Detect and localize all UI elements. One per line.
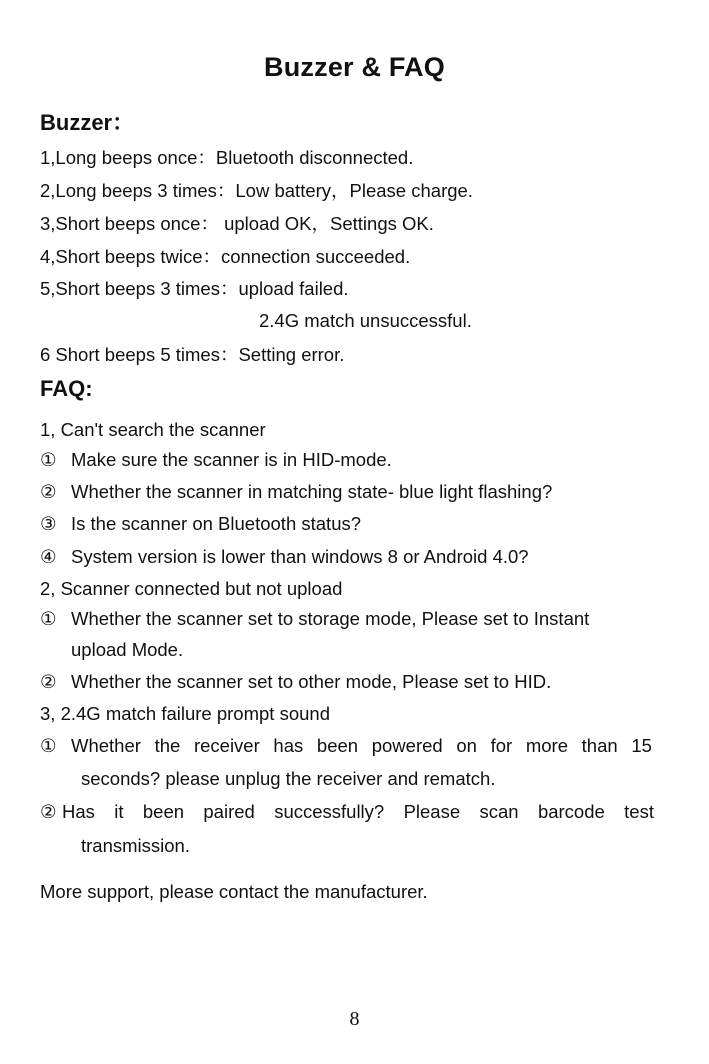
point-marker: ② [40, 481, 57, 502]
justified-word: 15 [631, 735, 652, 756]
justified-word: been [316, 735, 359, 756]
page-number: 8 [349, 1008, 360, 1030]
justified-word: powered [371, 735, 443, 756]
faq-point [40, 671, 551, 692]
point-text-justified [62, 801, 654, 822]
justified-word: than [581, 735, 618, 756]
buzzer-item: 3,Short beeps once： upload OK，Settings OK. [40, 213, 434, 234]
buzzer-item: 1,Long beeps once：Bluetooth disconnected. [40, 147, 414, 168]
faq-question-title: 2, Scanner connected but not upload [40, 578, 343, 599]
faq-point [40, 481, 552, 502]
point-marker: ① [40, 449, 57, 470]
point-text: System version is lower than windows 8 or Android 4.0? [71, 546, 529, 567]
justified-word: Has [62, 801, 95, 822]
point-text: Whether the scanner set to storage mode, Please set to Instant [71, 608, 590, 629]
point-text: Make sure the scanner is in HID-mode. [71, 449, 392, 470]
justified-word: successfully? [274, 801, 385, 822]
faq-question-title: 3, 2.4G match failure prompt sound [40, 703, 330, 724]
justified-word: scan [479, 801, 519, 822]
justified-word: for [490, 735, 513, 756]
buzzer-heading: Buzzer： [40, 110, 135, 135]
point-text-justified [71, 735, 652, 756]
justified-word: the [154, 735, 181, 756]
faq-question-title: 1, Can't search the scanner [40, 419, 266, 440]
faq-point [40, 801, 654, 822]
buzzer-item-continuation: 2.4G match unsuccessful. [259, 310, 472, 331]
point-text: Whether the scanner set to other mode, Please set to HID. [71, 671, 552, 692]
faq-point [40, 449, 392, 470]
justified-word: barcode [537, 801, 605, 822]
faq-point [40, 735, 652, 756]
page-title: Buzzer & FAQ [264, 52, 445, 82]
faq-point [40, 513, 361, 534]
point-marker: ② [40, 801, 57, 822]
point-marker: ③ [40, 513, 57, 534]
justified-word: on [456, 735, 477, 756]
justified-word: more [525, 735, 568, 756]
justified-word: been [142, 801, 185, 822]
justified-word: Whether [71, 735, 141, 756]
justified-word: Please [403, 801, 461, 822]
point-text: Whether the scanner in matching state- blue light flashing? [71, 481, 553, 502]
buzzer-item: 2,Long beeps 3 times：Low battery，Please charge. [40, 180, 473, 201]
support-note: More support, please contact the manufacturer. [40, 881, 428, 902]
faq-heading: FAQ: [40, 376, 93, 401]
justified-word: receiver [193, 735, 260, 756]
faq-point [40, 608, 589, 629]
point-marker: ① [40, 608, 57, 629]
point-marker: ② [40, 671, 57, 692]
point-marker: ① [40, 735, 57, 756]
justified-word: paired [203, 801, 255, 822]
faq-point [40, 546, 529, 567]
justified-word: test [624, 801, 654, 822]
point-marker: ④ [40, 546, 57, 567]
faq-point-continuation: transmission. [81, 835, 190, 856]
buzzer-item: 6 Short beeps 5 times：Setting error. [40, 344, 345, 365]
faq-point-continuation: seconds? please unplug the receiver and rematch. [81, 768, 496, 789]
buzzer-item: 5,Short beeps 3 times：upload failed. [40, 278, 349, 299]
justified-word: has [273, 735, 304, 756]
justified-word: it [114, 801, 124, 822]
buzzer-item: 4,Short beeps twice：connection succeeded. [40, 246, 411, 267]
point-text: Is the scanner on Bluetooth status? [71, 513, 362, 534]
faq-point-continuation: upload Mode. [71, 639, 184, 660]
